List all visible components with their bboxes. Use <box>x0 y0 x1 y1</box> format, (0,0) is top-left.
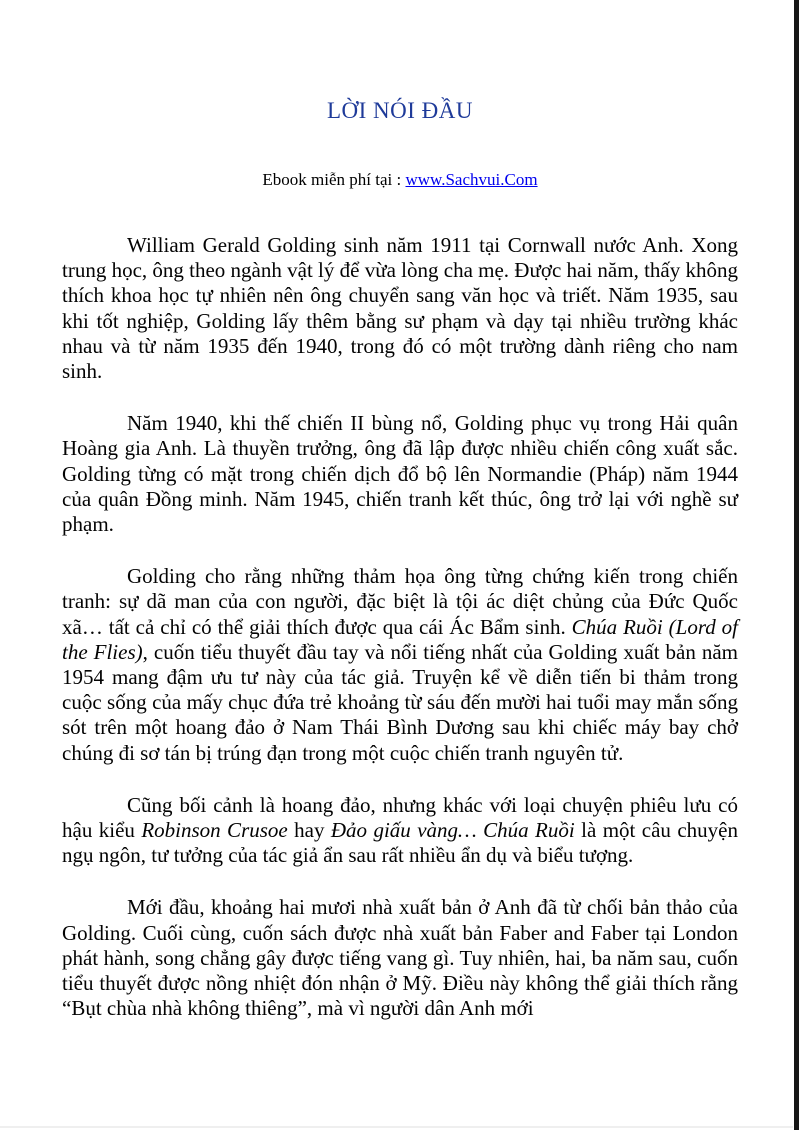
sachvui-link[interactable]: www.Sachvui.Com <box>405 170 538 189</box>
text-run: là một câu chuyện ngụ ngôn, tư tưởng của tác giả ẩn sau rất nhiều ẩn dụ và biểu tượng. <box>62 818 738 868</box>
body-paragraph <box>62 895 738 1021</box>
page-edge-bar <box>794 0 799 1130</box>
text-run: Năm 1940, khi thế chiến II bùng nổ, Golding phục vụ trong Hải quân Hoàng gia Anh. Là thuyền trưởng, ông đã lập được nhiều chiến công xuất sắc. Golding từng có mặt trong chiến dịch đổ bộ lên Normandie (Pháp) năm 1944 của quân Đồng minh. Năm 1945, chiến tranh kết thúc, ông trở lại với nghề sư phạm. <box>62 411 738 537</box>
text-run: hay <box>287 818 331 843</box>
body-paragraph <box>62 233 738 384</box>
ebook-note-prefix: Ebook miễn phí tại : <box>262 170 406 189</box>
text-run: William Gerald Golding sinh năm 1911 tại Cornwall nước Anh. Xong trung học, ông theo ngành vật lý để vừa lòng cha mẹ. Được hai năm, thấy không thích khoa học tự nhiên nên ông chuyển sang văn học và triết. Năm 1935, sau khi tốt nghiệp, Golding lấy thêm bằng sư phạm và dạy tại nhiều trường khác nhau và từ năm 1935 đến 1940, trong đó có một trường dành riêng cho nam sinh. <box>62 233 738 384</box>
page-title: LỜI NÓI ĐẦU <box>326 98 474 123</box>
text-run: Cũng bối cảnh là hoang đảo, nhưng khác với loại chuyện phiêu lưu có hậu kiểu <box>62 792 738 843</box>
text-run-italic: Chúa Ruồi (Lord of the Flies) <box>62 614 738 664</box>
page-bottom-edge <box>0 1126 793 1128</box>
page-content <box>62 0 738 1021</box>
text-run: , cuốn tiểu thuyết đầu tay và nổi tiếng nhất của Golding xuất bản năm 1954 mang đậm ưu tư này của tác giả. Truyện kể về diễn tiến bi thảm trong cuộc sống của mấy chục đứa trẻ khoảng từ sáu đến mười hai tuổi may mắn sống sót trên một hoang đảo ở Nam Thái Bình Dương sau khi chiếc máy bay chở chúng đi sơ tán bị trúng đạn trong một cuộc chiến tranh nguyên tử. <box>62 639 739 765</box>
body-paragraph <box>62 564 738 766</box>
ebook-note <box>62 169 738 191</box>
body-paragraph <box>62 793 738 869</box>
body-paragraph <box>62 411 738 537</box>
text-run: Golding cho rằng những thảm họa ông từng chứng kiến trong chiến tranh: sự dã man của con người, đặc biệt là tội ác diệt chủng của Đức Quốc xã… tất cả chỉ có thể giải thích được qua cái Ác Bẩm sinh. <box>62 564 738 639</box>
body-paragraphs <box>62 233 738 1021</box>
text-run-italic: Đảo giấu vàng… Chúa Ruồi <box>330 818 575 843</box>
text-run-italic: Robinson Crusoe <box>141 818 288 843</box>
text-run: Mới đầu, khoảng hai mươi nhà xuất bản ở Anh đã từ chối bản thảo của Golding. Cuối cùng, cuốn sách được nhà xuất bản Faber and Faber tại London phát hành, song chẳng gây được tiếng vang gì. Tuy nhiên, hai, ba năm sau, cuốn tiểu thuyết được nồng nhiệt đón nhận ở Mỹ. Điều này không thể giải thích rằng “Bụt chùa nhà không thiêng”, mà vì người dân Anh mới <box>62 895 738 1021</box>
